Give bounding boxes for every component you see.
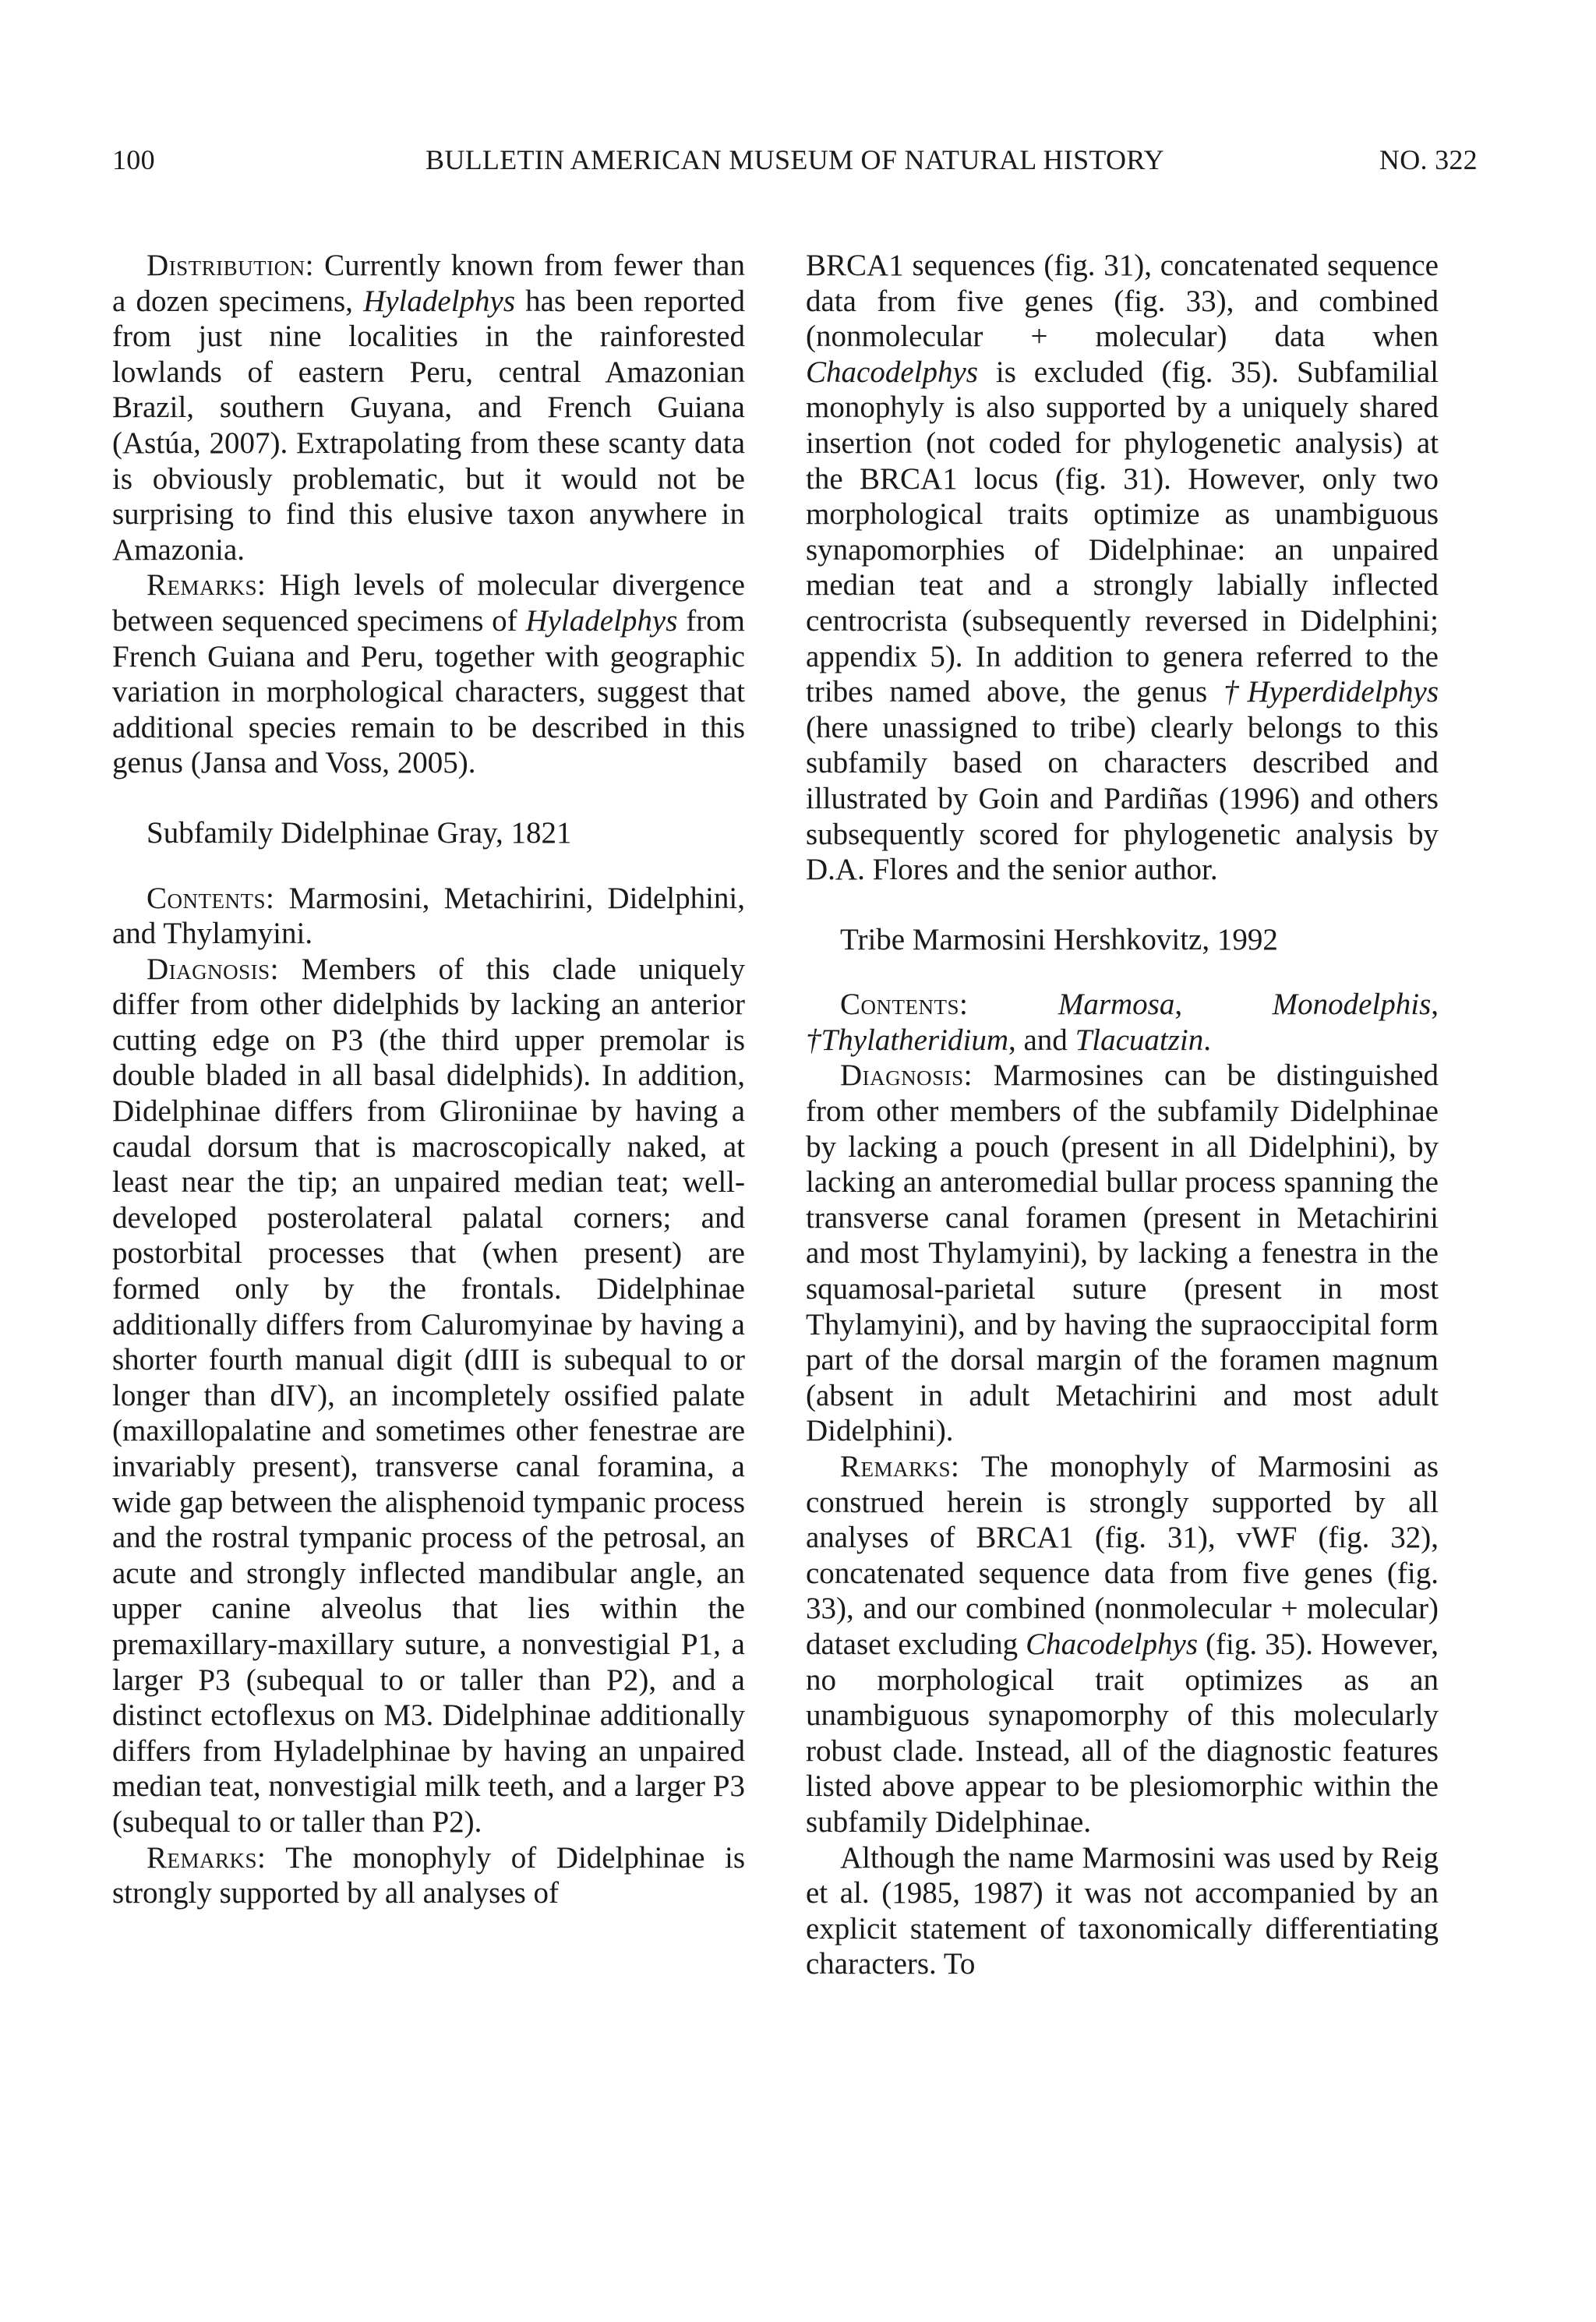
distribution-paragraph [112, 248, 745, 567]
tribe-heading: Tribe Marmosini Hershkovitz, 1992 [840, 922, 1278, 956]
distribution-text-a: Currently known from fewer than a dozen specimens, [112, 249, 745, 318]
continued-text-c: (here unassigned to tribe) clearly belongs to this subfamily based on characters described and illustrated by Goin and Pardiñas (1996) and others subsequently scored for phylogenetic analysis by D.A. Flores and the senior author. [806, 710, 1439, 887]
tribe-remarks-paragraph [806, 1449, 1439, 1840]
fossil-genus: †Hyperdidelphys [1223, 675, 1439, 709]
tribe-contents-paragraph: Contents: Marmosa, Monodelphis, †Thylatheridium, and Tlacuatzin. [806, 988, 1439, 1057]
genus-marmosa: Marmosa [1058, 988, 1175, 1022]
contents-text: Marmosini, Metachirini, Didelphini, and Thylamyini. [112, 881, 745, 951]
remarks-paragraph-hyladelphys [112, 567, 745, 781]
remarks-text-a: High levels of molecular divergence between sequenced specimens of [112, 568, 745, 638]
final-paragraph: Although the name Marmosini was used by Reig et al. (1985, 1987) it was not accompanied by an explicit statement of taxonomically differentiating characters. To [806, 1840, 1439, 1981]
remarks-paragraph-didelphinae [112, 1840, 745, 1911]
continued-text-a: BRCA1 sequences (fig. 31), concatenated sequence data from five genes (fig. 33), and combined (nonmolecular + molecular) data when [806, 249, 1439, 354]
issue-number: NO. 322 [1379, 144, 1478, 175]
distribution-text-b: has been reported from just nine localities in the rainforested lowlands of eastern Peru, central Amazonian Brazil, southern Guyana, and French Guiana (Astúa, 2007). Extrapolating from these scanty data is obviously problematic, but it would not be surprising to find this elusive taxon anywhere in Amazonia. [112, 284, 745, 567]
subfamily-heading: Subfamily Didelphinae Gray, 1821 [147, 815, 572, 850]
genus-monodelphis: Monodelphis [1272, 988, 1432, 1022]
diagnosis-paragraph [112, 952, 745, 1840]
continued-genus: Chacodelphys [806, 355, 978, 389]
remarks-text-b: (fig. 35). However, no morphological trait optimizes as an unambiguous synapomorphy of this molecularly robust clade. Instead, all of the diagnostic features listed above appear to be plesiomorphic within the subfamily Didelphinae. [806, 1627, 1439, 1839]
journal-title: BULLETIN AMERICAN MUSEUM OF NATURAL HISTORY [425, 144, 1164, 175]
diagnosis-text: Marmosines can be distinguished from other members of the subfamily Didelphinae by lacking a pouch (present in all Didelphini), by lacking an anteromedial bullar process spanning the transverse canal foramen (present in Metachirini and most Thylamyini), by lacking a fenestra in the squamosal-parietal suture (present in most Thylamyini), and by having the supraoccipital form part of the dorsal margin of the foramen magnum (absent in adult Metachirini and most adult Didelphini). [806, 1059, 1439, 1448]
contents-label: Contents: [840, 988, 969, 1022]
remarks-text: The monophyly of Didelphinae is strongly supported by all analyses of [112, 1840, 745, 1910]
running-header [112, 143, 1478, 182]
remarks-label: Remarks: [840, 1450, 960, 1483]
remarks-text-a: The monophyly of Marmosini as construed herein is strongly supported by all analyses of BRCA1 (fig. 31), vWF (fig. 32), concatenated sequence data from five genes (fig. 33), and our combined (nonmolecular + molecular) dataset excluding [806, 1450, 1439, 1661]
remarks-genus: Hyladelphys [525, 603, 678, 638]
contents-paragraph [112, 881, 745, 952]
remarks-label: Remarks: [147, 1840, 267, 1875]
right-column [806, 248, 1439, 1982]
continued-paragraph [806, 248, 1439, 888]
distribution-label: Distribution: [147, 249, 314, 282]
contents-label: Contents: [147, 881, 275, 915]
contents-conjunction: and [1023, 1023, 1068, 1057]
diagnosis-label: Diagnosis: [147, 952, 280, 986]
diagnosis-label: Diagnosis: [840, 1059, 973, 1093]
diagnosis-text: Members of this clade uniquely differ from other didelphids by lacking an anterior cutting edge on P3 (the third upper premolar is double bladed in all basal didelphids). In addition, Didelphinae differs from Glironiinae by having a caudal dorsum that is macroscopically naked, at least near the tip; an unpaired median teat; well-developed posterolateral palatal corners; and postorbital processes that (when present) are formed only by the frontals. Didelphinae additionally differs from Caluromyinae by having a shorter fourth manual digit (dIII is subequal to or longer than dIV), an incompletely ossified palate (maxillopalatine and sometimes other fenestrae are invariably present), transverse canal foramina, a wide gap between the alisphenoid tympanic process and the rostral tympanic process of the petrosal, an acute and strongly inflected mandibular angle, an upper canine alveolus that lies within the premaxillary-maxillary suture, a nonvestigial P1, a larger P3 (subequal to or taller than P2), and a distinct ectoflexus on M3. Didelphinae additionally differs from Hyladelphinae by having an unpaired median teat, nonvestigial milk teeth, and a larger P3 (subequal to or taller than P2). [112, 952, 745, 1839]
remarks-text-b: from French Guiana and Peru, together with geographic variation in morphological characters, suggest that additional species remain to be described in this genus (Jansa and Voss, 2005). [112, 603, 746, 780]
genus-tlacuatzin: Tlacuatzin [1075, 1023, 1204, 1057]
genus-thylatheridium: †Thylatheridium [806, 1023, 1008, 1057]
remarks-genus: Chacodelphys [1026, 1627, 1199, 1661]
page-number: 100 [112, 144, 155, 175]
remarks-label: Remarks: [147, 568, 267, 603]
distribution-genus: Hyladelphys [363, 284, 516, 318]
tribe-diagnosis-paragraph [806, 1058, 1439, 1449]
continued-text-b: is excluded (fig. 35). Subfamilial monophyly is also supported by a uniquely shared insertion (not coded for phylogenetic analysis) at the BRCA1 locus (fig. 31). However, only two morphological traits optimize as unambiguous synapomorphies of Didelphinae: an unpaired median teat and a strongly labially inflected centrocrista (subsequently reversed in Didelphini; appendix 5). In addition to genera referred to the tribes named above, the genus [806, 355, 1439, 709]
left-column [112, 248, 745, 1911]
